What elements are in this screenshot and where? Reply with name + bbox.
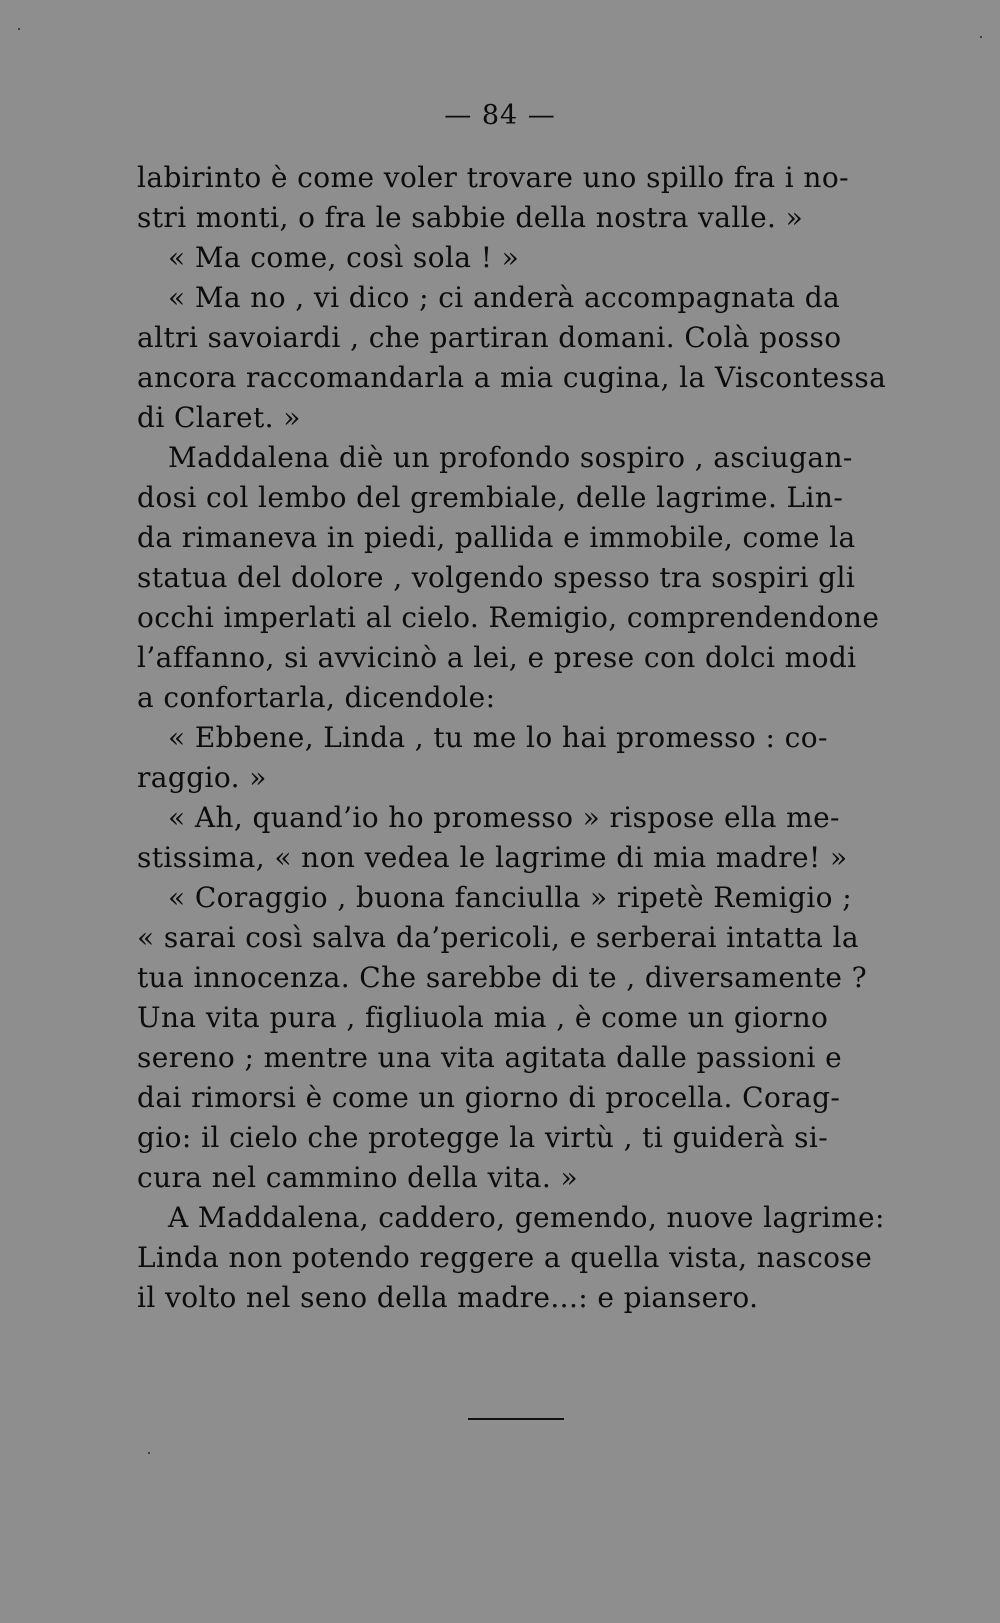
- text-line: stissima, « non vedea le lagrime di mia madre! »: [137, 841, 848, 874]
- text-line: dosi col lembo del grembiale, delle lagrime. Lin-: [137, 481, 844, 514]
- text-line: altri savoiardi , che partiran domani. Colà posso: [137, 321, 842, 354]
- text-line: raggio. »: [137, 761, 267, 794]
- text-line: stri monti, o fra le sabbie della nostra valle. »: [137, 201, 804, 234]
- text-line: il volto nel seno della madre...: e piansero.: [137, 1281, 759, 1314]
- text-line: Linda non potendo reggere a quella vista, nascose: [137, 1241, 873, 1274]
- text-line: tua innocenza. Che sarebbe di te , diversamente ?: [137, 961, 868, 994]
- text-line: sereno ; mentre una vita agitata dalle passioni e: [137, 1041, 843, 1074]
- ink-speck: [980, 36, 982, 38]
- text-line: A Maddalena, caddero, gemendo, nuove lagrime:: [168, 1201, 885, 1234]
- text-line: Maddalena diè un profondo sospiro , asciugan-: [168, 441, 853, 474]
- text-line: cura nel cammino della vita. »: [137, 1161, 579, 1194]
- text-line: occhi imperlati al cielo. Remigio, comprendendone: [137, 601, 880, 634]
- text-line: l’affanno, si avvicinò a lei, e prese con dolci modi: [137, 641, 857, 674]
- text-line: labirinto è come voler trovare uno spillo fra i no-: [137, 161, 849, 194]
- ink-speck: [148, 1452, 150, 1454]
- text-line: « Coraggio , buona fanciulla » ripetè Remigio ;: [168, 881, 853, 914]
- text-line: « Ma come, così sola ! »: [168, 241, 520, 274]
- text-line: gio: il cielo che protegge la virtù , ti guiderà si-: [137, 1121, 829, 1154]
- text-line: « Ebbene, Linda , tu me lo hai promesso : co-: [168, 721, 828, 754]
- text-line: da rimaneva in piedi, pallida e immobile, come la: [137, 521, 856, 554]
- ink-speck: [18, 28, 20, 30]
- text-line: a confortarla, dicendole:: [137, 681, 496, 714]
- text-line: di Claret. »: [137, 401, 301, 434]
- text-line: « Ma no , vi dico ; ci anderà accompagnata da: [168, 281, 841, 314]
- text-line: « Ah, quand’io ho promesso » rispose ella me-: [168, 801, 840, 834]
- text-line: dai rimorsi è come un giorno di procella. Corag-: [137, 1081, 841, 1114]
- text-line: Una vita pura , figliuola mia , è come un giorno: [137, 1001, 829, 1034]
- text-line: « sarai così salva da’pericoli, e serberai intatta la: [137, 921, 859, 954]
- text-line: ancora raccomandarla a mia cugina, la Viscontessa: [137, 361, 887, 394]
- text-line: statua del dolore , volgendo spesso tra sospiri gli: [137, 561, 856, 594]
- page-number: — 84 —: [444, 100, 556, 131]
- end-rule: [468, 1418, 564, 1420]
